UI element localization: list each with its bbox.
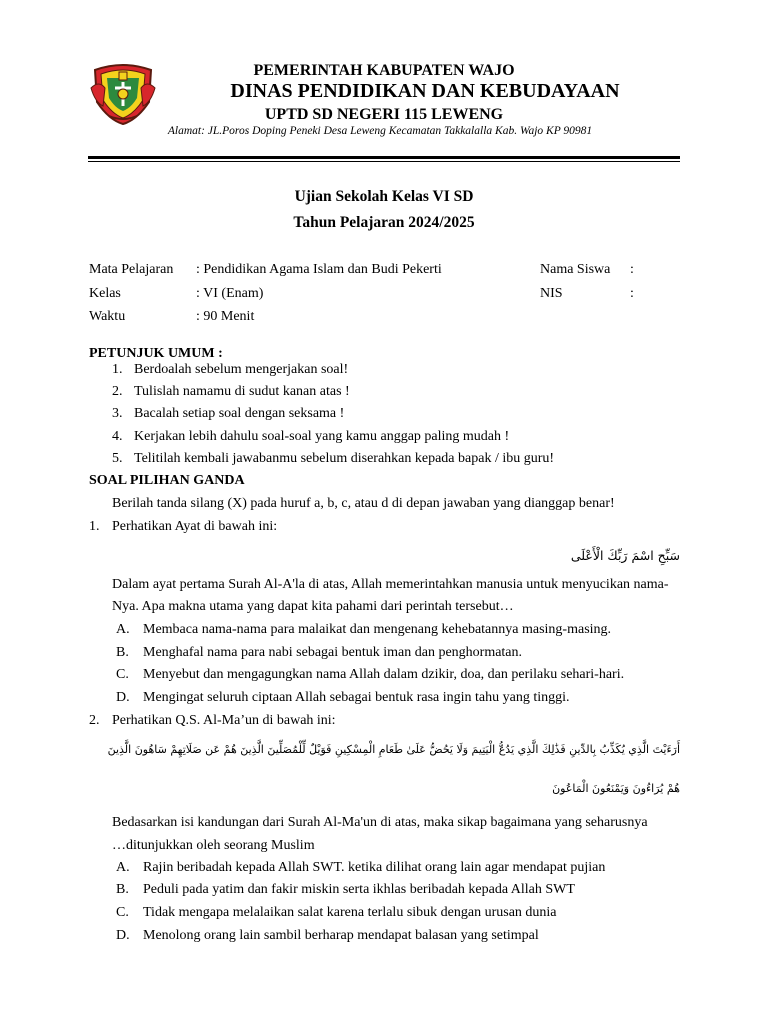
question-prompt: Perhatikan Ayat di bawah ini: — [112, 519, 278, 534]
section-heading: SOAL PILIHAN GANDA — [89, 473, 245, 488]
option-letter: B. — [116, 645, 129, 660]
arabic-verse: سَبِّحِ اسْمَ رَبِّكَ الْأَعْلَى — [570, 548, 680, 563]
header-divider-thick — [88, 156, 680, 159]
instruction-text: Berdoalah sebelum mengerjakan soal! — [134, 362, 349, 377]
header-divider-thin — [88, 161, 680, 162]
option-text: Rajin beribadah kepada Allah SWT. ketika dilihat orang lain agar mendapat pujian — [143, 860, 606, 875]
option-text: Menolong orang lain sambil berharap mendapat balasan yang setimpal — [143, 928, 539, 943]
option-text: Menyebut dan mengagungkan nama Allah dalam dzikir, doa, dan perilaku sehari-hari. — [143, 667, 625, 682]
option-text: Menghafal nama para nabi sebagai bentuk iman dan penghormatan. — [143, 645, 523, 660]
instruction-number: 2. — [112, 384, 123, 399]
instruction-text: Bacalah setiap soal dengan seksama ! — [134, 406, 345, 421]
instruction-text: Telitilah kembali jawabanmu sebelum diserahkan kepada bapak / ibu guru! — [134, 451, 555, 466]
question-prompt: Perhatikan Q.S. Al-Ma’un di bawah ini: — [112, 713, 336, 728]
option-text: Tidak mengapa melalaikan salat karena terlalu sibuk dengan urusan dunia — [143, 905, 557, 920]
option-letter: D. — [116, 690, 130, 705]
exam-year: Tahun Pelajaran 2024/2025 — [293, 214, 475, 231]
question-number: 2. — [89, 713, 100, 728]
instruction-number: 5. — [112, 451, 123, 466]
subject-value: : Pendidikan Agama Islam dan Budi Pekerti — [196, 262, 442, 277]
nis-colon: : — [630, 286, 634, 301]
instruction-text: Tulislah namamu di sudut kanan atas ! — [134, 384, 350, 399]
time-value: : 90 Menit — [196, 309, 255, 324]
instruction-number: 4. — [112, 429, 123, 444]
question-body-line: Nya. Apa makna utama yang dapat kita pahami dari perintah tersebut… — [112, 599, 514, 614]
instruction-number: 1. — [112, 362, 123, 377]
exam-title: Ujian Sekolah Kelas VI SD — [294, 188, 474, 205]
option-letter: D. — [116, 928, 130, 943]
instruction-text: Kerjakan lebih dahulu soal-soal yang kamu anggap paling mudah ! — [134, 429, 510, 444]
subject-label: Mata Pelajaran — [89, 262, 174, 277]
option-letter: C. — [116, 667, 129, 682]
option-text: Peduli pada yatim dan fakir miskin serta ikhlas beribadah kepada Allah SWT — [143, 882, 575, 897]
arabic-surah-line: أَرَءَيْتَ الَّذِي يُكَذِّبُ بِالدِّينِ فَذَٰلِكَ الَّذِي يَدُعُّ الْيَتِيمَ وَلَا يَحُضُّ عَلَىٰ طَعَامِ الْمِسْكِينِ فَوَيْلٌ لِّلْمُصَلِّينَ الَّذِينَ هُمْ عَن صَلَاتِهِمْ سَاهُونَ الَّذِينَ — [107, 743, 680, 756]
arabic-surah-line: هُمْ يُرَاءُونَ وَيَمْنَعُونَ الْمَاعُونَ — [552, 782, 680, 795]
instructions-heading: PETUNJUK UMUM : — [89, 346, 223, 361]
question-body-line: …ditunjukkan oleh seorang Muslim — [112, 838, 315, 853]
nis-label: NIS — [540, 286, 563, 301]
option-text: Mengingat seluruh ciptaan Allah sebagai bentuk rasa ingin tahu yang tinggi. — [143, 690, 570, 705]
option-letter: C. — [116, 905, 129, 920]
header-school-name: UPTD SD NEGERI 115 LEWENG — [264, 106, 504, 123]
header-department-title: DINAS PENDIDIKAN DAN KEBUDAYAAN — [230, 80, 620, 102]
option-text: Membaca nama-nama para malaikat dan mengenang kehebatannya masing-masing. — [143, 622, 612, 637]
option-letter: A. — [116, 860, 130, 875]
header-address: Alamat: JL.Poros Doping Peneki Desa Leweng Kecamatan Takkalalla Kab. Wajo KP 90981 — [167, 125, 593, 137]
student-name-colon: : — [630, 262, 634, 277]
question-body-line: Bedasarkan isi kandungan dari Surah Al-Ma'un di atas, maka sikap bagaimana yang seharusnya — [112, 815, 648, 830]
class-label: Kelas — [89, 286, 121, 301]
student-name-label: Nama Siswa — [540, 262, 611, 277]
header-government-line: PEMERINTAH KABUPATEN WAJO — [253, 62, 515, 79]
option-letter: A. — [116, 622, 130, 637]
question-body-line: Dalam ayat pertama Surah Al-A'la di atas, Allah memerintahkan manusia untuk menyucikan nama- — [112, 577, 669, 592]
instruction-number: 3. — [112, 406, 123, 421]
question-number: 1. — [89, 519, 100, 534]
class-value: : VI (Enam) — [196, 286, 264, 301]
option-letter: B. — [116, 882, 129, 897]
section-directions: Berilah tanda silang (X) pada huruf a, b, c, atau d di depan jawaban yang dianggap benar! — [112, 496, 615, 511]
time-label: Waktu — [89, 309, 126, 324]
